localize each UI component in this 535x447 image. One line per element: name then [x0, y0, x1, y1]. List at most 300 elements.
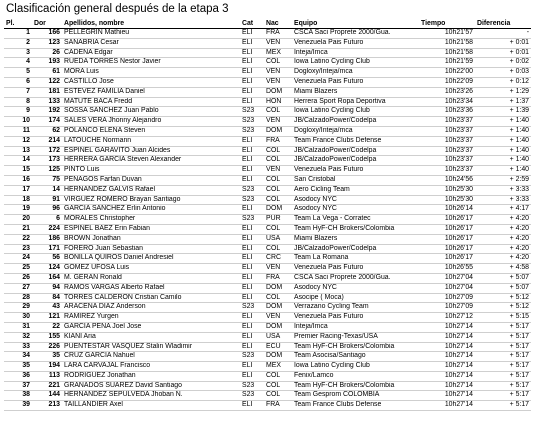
- cell-dor: 155: [48, 332, 60, 340]
- cell-time: 10h26'14: [444, 205, 473, 213]
- cell-pl: 37: [22, 381, 30, 389]
- table-row: [4, 136, 531, 146]
- cell-team: Iowa Latino Cycling Club: [294, 362, 370, 370]
- cell-cat: S23: [242, 195, 255, 203]
- cell-diff: + 4:17: [509, 205, 529, 213]
- cell-pl: 5: [26, 68, 30, 76]
- cell-name: ESPINEL GARAVITO Juan Alcides: [64, 146, 171, 154]
- cell-cat: ELI: [242, 68, 253, 76]
- cell-time: 10h23'37: [444, 117, 473, 125]
- cell-dor: 181: [48, 87, 60, 95]
- cell-team: Venezuela Pais Futuro: [294, 264, 364, 272]
- cell-name: PINTO Luis: [64, 166, 100, 174]
- cell-nac: COL: [266, 224, 281, 232]
- col-header-dor: Dor: [32, 19, 62, 29]
- cell-pl: 18: [22, 195, 30, 203]
- cell-time: 10h23'37: [444, 166, 473, 174]
- cell-nac: VEN: [266, 68, 281, 76]
- col-header-diff: Diferencia: [475, 19, 531, 29]
- cell-pl: 30: [22, 313, 30, 321]
- cell-time: 10h27'09: [444, 293, 473, 301]
- cell-nac: COL: [266, 156, 281, 164]
- cell-name: HERNANDEZ SEPULVEDA Jhoban N.: [64, 391, 183, 399]
- cell-dor: 22: [52, 322, 60, 330]
- cell-nac: ECU: [266, 342, 281, 350]
- col-header-nac: Nac: [264, 19, 292, 29]
- cell-nac: COL: [266, 244, 281, 252]
- cell-name: MORALES Christopher: [64, 215, 136, 223]
- cell-nac: COL: [266, 381, 281, 389]
- table-row: [4, 166, 531, 176]
- cell-time: 10h27'14: [444, 362, 473, 370]
- table-row: [4, 224, 531, 234]
- cell-name: GRANADOS SUAREZ David Santiago: [64, 381, 182, 389]
- cell-diff: + 1:29: [509, 87, 529, 95]
- cell-diff: + 5:17: [509, 342, 529, 350]
- cell-team: JB/CalzadoPower/Codelpa: [294, 244, 377, 252]
- cell-cat: ELI: [242, 332, 253, 340]
- cell-team: Venezuela Pais Futuro: [294, 38, 364, 46]
- cell-diff: + 5:17: [509, 401, 529, 409]
- cell-nac: HON: [266, 97, 282, 105]
- cell-team: Miami Blazers: [294, 87, 338, 95]
- cell-pl: 7: [26, 87, 30, 95]
- cell-team: CSCA Saci Proprete 2000/Gua.: [294, 273, 391, 281]
- cell-diff: + 0:02: [509, 58, 529, 66]
- cell-team: Dogloxy/Inteja/mca: [294, 68, 353, 76]
- cell-diff: + 4:20: [509, 244, 529, 252]
- cell-dor: 171: [48, 244, 60, 252]
- cell-name: SANABRIA Cesar: [64, 38, 119, 46]
- cell-team: Team Asocisa/Santiago: [294, 352, 366, 360]
- cell-diff: + 5:17: [509, 391, 529, 399]
- cell-team: Asodocy NYC: [294, 283, 337, 291]
- cell-pl: 15: [22, 166, 30, 174]
- header-row: [4, 19, 531, 29]
- cell-nac: VEN: [266, 77, 281, 85]
- cell-team: Team HyF-CH Brokers/Colombia: [294, 381, 395, 389]
- cell-pl: 21: [22, 224, 30, 232]
- cell-time: 10h26'17: [444, 224, 473, 232]
- cell-cat: ELI: [242, 401, 253, 409]
- cell-diff: + 5:17: [509, 371, 529, 379]
- cell-pl: 16: [22, 175, 30, 183]
- cell-cat: S23: [242, 381, 255, 389]
- cell-team: Team France Clubs Defense: [294, 401, 382, 409]
- cell-nac: COL: [266, 146, 281, 154]
- cell-time: 10h23'26: [444, 87, 473, 95]
- table-row: [4, 362, 531, 372]
- cell-cat: ELI: [242, 156, 253, 164]
- table-row: [4, 58, 531, 68]
- cell-cat: ELI: [242, 166, 253, 174]
- cell-nac: DOM: [266, 303, 283, 311]
- cell-diff: + 1:40: [509, 136, 529, 144]
- cell-diff: + 4:58: [509, 264, 529, 272]
- cell-pl: 2: [26, 38, 30, 46]
- cell-time: 10h22'00: [444, 68, 473, 76]
- cell-name: RODRIGUEZ Jonathan: [64, 371, 136, 379]
- page-title: Clasificación general después de la etapa 3: [6, 3, 229, 15]
- cell-time: 10h26'17: [444, 244, 473, 252]
- table-row: [4, 371, 531, 381]
- cell-pl: 33: [22, 342, 30, 350]
- cell-cat: S23: [242, 126, 255, 134]
- table-row: [4, 38, 531, 48]
- table-row: [4, 254, 531, 264]
- cell-name: ESTEVEZ FAMILIA Daniel: [64, 87, 145, 95]
- col-header-cat: Cat: [240, 19, 264, 29]
- cell-pl: 11: [22, 126, 30, 134]
- cell-time: 10h27'14: [444, 371, 473, 379]
- cell-dor: 123: [48, 38, 60, 46]
- cell-name: FORERO Juan Sebastian: [64, 244, 143, 252]
- cell-dor: 144: [48, 391, 60, 399]
- table-row: [4, 244, 531, 254]
- cell-dor: 84: [52, 293, 60, 301]
- col-header-pl: Pl.: [4, 19, 32, 29]
- cell-diff: + 0:01: [509, 38, 529, 46]
- table-row: [4, 342, 531, 352]
- cell-pl: 29: [22, 303, 30, 311]
- cell-dor: 75: [52, 175, 60, 183]
- cell-name: BROWN Jonathan: [64, 234, 121, 242]
- cell-name: CASTILLO Jose: [64, 77, 114, 85]
- table-row: [4, 156, 531, 166]
- cell-name: POLANCO ELENA Steven: [64, 126, 146, 134]
- table-row: [4, 352, 531, 362]
- cell-nac: VEN: [266, 117, 281, 125]
- cell-pl: 12: [22, 136, 30, 144]
- cell-dor: 214: [48, 136, 60, 144]
- cell-cat: ELI: [242, 234, 253, 242]
- table-row: [4, 273, 531, 283]
- cell-diff: + 2:59: [509, 175, 529, 183]
- cell-dor: 94: [52, 283, 60, 291]
- cell-name: LARA CARVAJAL Francisco: [64, 362, 151, 370]
- cell-cat: ELI: [242, 224, 253, 232]
- table-row: [4, 107, 531, 117]
- cell-time: 10h27'14: [444, 401, 473, 409]
- cell-team: Venezuela Pais Futuro: [294, 313, 364, 321]
- cell-time: 10h27'04: [444, 283, 473, 291]
- cell-cat: S23: [242, 117, 255, 125]
- table-row: [4, 195, 531, 205]
- cell-name: GARCIA PEÑA Joel Jose: [64, 322, 142, 330]
- cell-name: TORRES CALDERON Cristian Camilo: [64, 293, 182, 301]
- cell-team: Fenix/Lamco: [294, 371, 334, 379]
- table-row: [4, 146, 531, 156]
- cell-name: LATOUCHE Normann: [64, 136, 132, 144]
- cell-dor: 62: [52, 126, 60, 134]
- cell-team: Miami Blazers: [294, 234, 338, 242]
- cell-dor: 166: [48, 29, 60, 36]
- cell-cat: ELI: [242, 205, 253, 213]
- cell-pl: 26: [22, 273, 30, 281]
- cell-dor: 96: [52, 205, 60, 213]
- cell-diff: + 1:40: [509, 166, 529, 174]
- cell-team: Inteja/Imca: [294, 48, 328, 56]
- table-row: [4, 303, 531, 313]
- cell-diff: + 5:07: [509, 283, 529, 291]
- cell-diff: + 5:17: [509, 362, 529, 370]
- cell-nac: COL: [266, 371, 281, 379]
- cell-diff: + 4:20: [509, 215, 529, 223]
- cell-pl: 27: [22, 283, 30, 291]
- cell-team: Asocipe ( Moca): [294, 293, 344, 301]
- cell-time: 10h23'36: [444, 107, 473, 115]
- table-row: [4, 401, 531, 411]
- cell-cat: ELI: [242, 244, 253, 252]
- cell-time: 10h27'12: [444, 313, 473, 321]
- cell-nac: COL: [266, 175, 281, 183]
- cell-diff: + 1:40: [509, 146, 529, 154]
- cell-cat: ELI: [242, 293, 253, 301]
- table-row: [4, 264, 531, 274]
- cell-cat: ELI: [242, 58, 253, 66]
- cell-nac: VEN: [266, 264, 281, 272]
- cell-dor: 192: [48, 107, 60, 115]
- cell-dor: 193: [48, 58, 60, 66]
- cell-diff: + 1:37: [509, 97, 529, 105]
- cell-team: JB/CalzadoPower/Codelpa: [294, 117, 377, 125]
- cell-pl: 35: [22, 362, 30, 370]
- cell-pl: 25: [22, 264, 30, 272]
- cell-name: GOMEZ UFOSA Luis: [64, 264, 130, 272]
- cell-pl: 19: [22, 205, 30, 213]
- cell-diff: + 5:17: [509, 332, 529, 340]
- cell-name: CRUZ GARCIA Nahuel: [64, 352, 135, 360]
- cell-name: PELLEGRIN Mathieu: [64, 29, 130, 36]
- cell-diff: + 1:40: [509, 156, 529, 164]
- cell-team: Verrazano Cycling Team: [294, 303, 369, 311]
- table-row: [4, 77, 531, 87]
- cell-name: MORA Luis: [64, 68, 99, 76]
- cell-diff: + 0:03: [509, 68, 529, 76]
- cell-dor: 194: [48, 362, 60, 370]
- cell-nac: DOM: [266, 322, 283, 330]
- cell-nac: VEN: [266, 313, 281, 321]
- cell-dor: 224: [48, 224, 60, 232]
- cell-name: MATUTE BACA Fredd: [64, 97, 133, 105]
- cell-team: Inteja/Imca: [294, 322, 328, 330]
- cell-nac: USA: [266, 234, 281, 242]
- cell-team: Asodocy NYC: [294, 195, 337, 203]
- cell-nac: COL: [266, 293, 281, 301]
- cell-cat: ELI: [242, 254, 253, 262]
- cell-team: Premier Racing-Texas/USA: [294, 332, 378, 340]
- cell-pl: 31: [22, 322, 30, 330]
- cell-pl: 1: [26, 29, 30, 36]
- cell-cat: ELI: [242, 77, 253, 85]
- table-row: [4, 175, 531, 185]
- cell-name: VIRGUEZ ROMERO Brayan Santiago: [64, 195, 181, 203]
- cell-cat: S23: [242, 391, 255, 399]
- cell-team: Venezuela Pais Futuro: [294, 166, 364, 174]
- cell-nac: CRC: [266, 254, 281, 262]
- cell-dor: 173: [48, 156, 60, 164]
- cell-diff: + 3:33: [509, 195, 529, 203]
- cell-dor: 56: [52, 254, 60, 262]
- cell-diff: + 0:01: [509, 48, 529, 56]
- cell-name: HERRERA GARCIA Steven Alexander: [64, 156, 182, 164]
- cell-team: Team France Clubs Defense: [294, 136, 382, 144]
- table-row: [4, 322, 531, 332]
- cell-dor: 35: [52, 352, 60, 360]
- cell-team: Herrera Sport Ropa Deportiva: [294, 97, 386, 105]
- cell-cat: ELI: [242, 175, 253, 183]
- cell-pl: 20: [22, 215, 30, 223]
- cell-pl: 8: [26, 97, 30, 105]
- col-header-name: Apellidos, nombre: [62, 19, 240, 29]
- cell-dor: 61: [52, 68, 60, 76]
- cell-time: 10h27'09: [444, 303, 473, 311]
- cell-diff: + 5:17: [509, 322, 529, 330]
- cell-name: SALES VERA Jhonny Alejandro: [64, 117, 162, 125]
- cell-pl: 6: [26, 77, 30, 85]
- cell-time: 10h25'30: [444, 195, 473, 203]
- cell-pl: 32: [22, 332, 30, 340]
- cell-dor: 6: [56, 215, 60, 223]
- cell-pl: 34: [22, 352, 30, 360]
- cell-cat: ELI: [242, 273, 253, 281]
- cell-time: 10h23'37: [444, 146, 473, 154]
- table-row: [4, 48, 531, 58]
- cell-diff: + 4:20: [509, 234, 529, 242]
- cell-diff: + 0:12: [509, 77, 529, 85]
- cell-pl: 4: [26, 58, 30, 66]
- cell-diff: + 3:33: [509, 185, 529, 193]
- cell-cat: S23: [242, 352, 255, 360]
- cell-name: ARACENA DIAZ Anderson: [64, 303, 146, 311]
- cell-time: 10h23'34: [444, 97, 473, 105]
- cell-pl: 36: [22, 371, 30, 379]
- cell-team: Asodocy NYC: [294, 205, 337, 213]
- cell-time: 10h27'14: [444, 342, 473, 350]
- col-header-team: Equipo: [292, 19, 419, 29]
- results-table: [4, 19, 531, 411]
- cell-nac: PUR: [266, 215, 281, 223]
- cell-name: KIANI Aria: [64, 332, 96, 340]
- cell-nac: DOM: [266, 126, 283, 134]
- cell-cat: ELI: [242, 136, 253, 144]
- cell-pl: 9: [26, 107, 30, 115]
- cell-nac: COL: [266, 391, 281, 399]
- table-row: [4, 117, 531, 127]
- cell-diff: + 5:17: [509, 352, 529, 360]
- table-row: [4, 126, 531, 136]
- cell-time: 10h26'17: [444, 215, 473, 223]
- cell-diff: + 1:39: [509, 107, 529, 115]
- cell-diff: + 5:12: [509, 293, 529, 301]
- cell-nac: FRA: [266, 401, 280, 409]
- cell-dor: 133: [48, 97, 60, 105]
- cell-diff: + 5:07: [509, 273, 529, 281]
- cell-cat: ELI: [242, 97, 253, 105]
- results-body: [4, 29, 531, 411]
- cell-diff: -: [526, 29, 529, 36]
- cell-time: 10h27'14: [444, 391, 473, 399]
- table-row: [4, 29, 531, 39]
- cell-diff: + 5:12: [509, 303, 529, 311]
- cell-dor: 174: [48, 117, 60, 125]
- cell-cat: ELI: [242, 146, 253, 154]
- cell-dor: 226: [48, 342, 60, 350]
- cell-nac: DOM: [266, 205, 283, 213]
- cell-dor: 122: [48, 77, 60, 85]
- cell-pl: 39: [22, 401, 30, 409]
- cell-pl: 24: [22, 254, 30, 262]
- cell-cat: ELI: [242, 322, 253, 330]
- cell-time: 10h21'58: [444, 48, 473, 56]
- cell-time: 10h27'14: [444, 322, 473, 330]
- cell-name: PENAGOS Farfan Duvan: [64, 175, 142, 183]
- table-row: [4, 293, 531, 303]
- cell-nac: DOM: [266, 87, 283, 95]
- table-row: [4, 391, 531, 401]
- cell-team: Aero Cicling Team: [294, 185, 350, 193]
- cell-team: JB/CalzadoPower/Codelpa: [294, 146, 377, 154]
- cell-cat: ELI: [242, 48, 253, 56]
- cell-pl: 13: [22, 146, 30, 154]
- table-row: [4, 205, 531, 215]
- table-row: [4, 234, 531, 244]
- cell-cat: S23: [242, 303, 255, 311]
- cell-team: CSCA Saci Proprete 2000/Gua.: [294, 29, 391, 36]
- cell-time: 10h24'56: [444, 175, 473, 183]
- cell-name: ESPINEL BAEZ Erin Fabian: [64, 224, 150, 232]
- table-row: [4, 381, 531, 391]
- cell-team: Team La Vega - Corratec: [294, 215, 371, 223]
- cell-name: RUEDA TORRES Nestor Javier: [64, 58, 161, 66]
- cell-pl: 23: [22, 244, 30, 252]
- cell-dor: 113: [48, 371, 60, 379]
- cell-nac: FRA: [266, 29, 280, 36]
- cell-cat: S23: [242, 215, 255, 223]
- cell-name: GARCIA SANCHEZ Erlin Antonio: [64, 205, 166, 213]
- table-row: [4, 332, 531, 342]
- cell-nac: DOM: [266, 352, 283, 360]
- cell-name: CADENA Edgar: [64, 48, 113, 56]
- cell-name: BONILLA QUIROS Daniel Andresiel: [64, 254, 174, 262]
- cell-nac: VEN: [266, 38, 281, 46]
- cell-diff: + 4:20: [509, 224, 529, 232]
- cell-cat: ELI: [242, 38, 253, 46]
- table-row: [4, 283, 531, 293]
- cell-name: HERNANDEZ GALVIS Rafael: [64, 185, 156, 193]
- cell-dor: 43: [52, 303, 60, 311]
- cell-time: 10h21'57: [444, 29, 473, 36]
- cell-pl: 10: [22, 117, 30, 125]
- cell-nac: COL: [266, 185, 281, 193]
- cell-dor: 14: [52, 185, 60, 193]
- cell-diff: + 1:40: [509, 117, 529, 125]
- cell-dor: 172: [48, 146, 60, 154]
- cell-dor: 121: [48, 313, 60, 321]
- cell-nac: COL: [266, 58, 281, 66]
- table-row: [4, 313, 531, 323]
- cell-nac: MEX: [266, 362, 281, 370]
- cell-nac: DOM: [266, 283, 283, 291]
- cell-time: 10h23'37: [444, 126, 473, 134]
- cell-team: Team HyF-CH Brokers/Colombia: [294, 342, 395, 350]
- cell-nac: FRA: [266, 136, 280, 144]
- cell-dor: 213: [48, 401, 60, 409]
- cell-cat: ELI: [242, 362, 253, 370]
- cell-time: 10h27'04: [444, 273, 473, 281]
- cell-pl: 3: [26, 48, 30, 56]
- cell-name: SOSSA SANCHEZ Juan Pablo: [64, 107, 159, 115]
